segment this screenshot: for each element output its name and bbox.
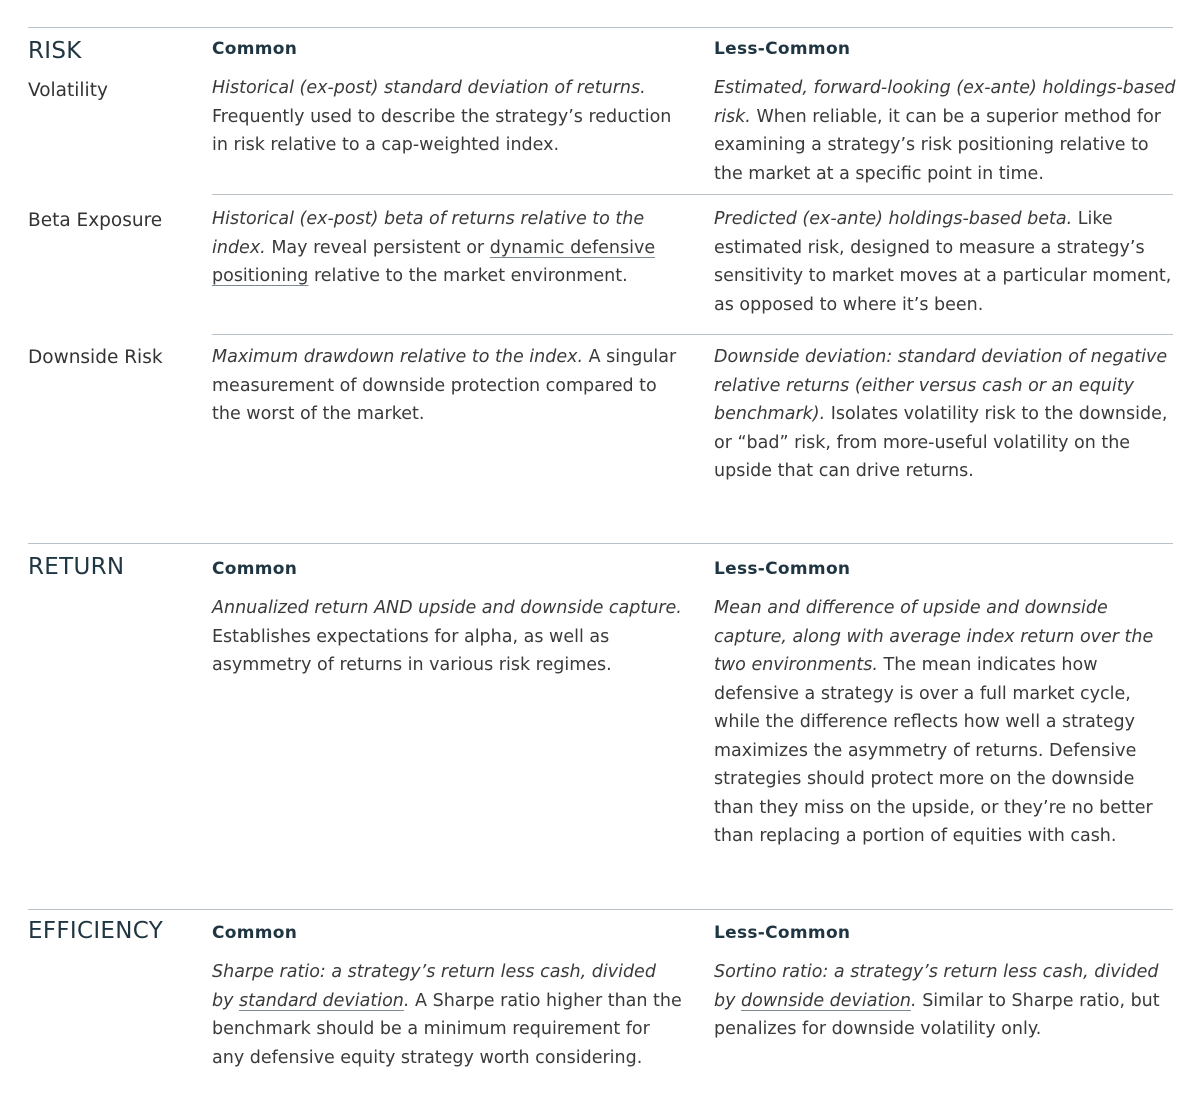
efficiency-section (28, 909, 1173, 1100)
volatility-common-em: Historical (ex-post) standard deviation of returns. (212, 78, 646, 98)
downside-less-em: Downside deviation: standard deviation of negative relative returns (either versus cash or an equity benchmark). (714, 347, 1168, 424)
beta-common-em: Historical (ex-post) beta of returns relative to the index. (212, 209, 645, 258)
downside-less-common (714, 343, 1176, 486)
metric-beta-exposure: Beta Exposure (28, 210, 163, 231)
volatility-less-text: When reliable, it can be a superior method for examining a strategy’s risk positioning relative to the market at a specific point in time. (714, 106, 1161, 184)
return-section-title: RETURN (28, 554, 125, 580)
beta-less-em: Predicted (ex-ante) holdings-based beta. (714, 209, 1073, 229)
row-divider (212, 194, 1173, 195)
dynamic-defensive-positioning-link[interactable]: dynamic defensive positioning (212, 237, 656, 286)
beta-common-text-a: May reveal persistent or (271, 237, 485, 258)
return-less-em: Mean and difference of upside and downside capture, along with average index return over the two environments. (714, 598, 1154, 675)
beta-less-text: Like estimated risk, designed to measure a strategy’s sensitivity to market moves at a particular moment, as opposed to where it’s been. (714, 209, 1172, 315)
return-less-common (714, 594, 1176, 851)
efficiency-common-em-b: . (403, 990, 410, 1011)
return-common-header: Common (212, 559, 298, 579)
efficiency-less-em-a: Sortino ratio: a strategy’s return less cash, divided by (714, 962, 1159, 1011)
volatility-less-em: Estimated, forward-looking (ex-ante) holdings-based risk. (714, 78, 1176, 127)
volatility-less-common (714, 74, 1176, 188)
efficiency-common (212, 958, 682, 1072)
efficiency-common-em-a: Sharpe ratio: a strategy’s return less cash, divided by (212, 962, 656, 1011)
volatility-common (212, 74, 682, 160)
return-common-em: Annualized return AND upside and downside capture. (212, 598, 682, 618)
standard-deviation-link[interactable]: standard deviation (239, 990, 404, 1011)
metric-downside-risk: Downside Risk (28, 347, 163, 368)
return-section (28, 543, 1173, 904)
risk-common-header: Common (212, 39, 298, 59)
row-divider (212, 334, 1173, 335)
return-less-text: The mean indicates how defensive a strategy is over a full market cycle, while the difference reflects how well a strategy maximizes the asymmetry of returns. Defensive strategies should protect more on the downside than they miss on the upside, or they’re no better than replacing a portion of equities with cash. (714, 655, 1153, 846)
efficiency-less-common (714, 958, 1176, 1044)
metric-volatility: Volatility (28, 80, 108, 101)
return-common (212, 594, 682, 680)
beta-less-common (714, 205, 1176, 319)
downside-less-text: Isolates volatility risk to the downside, or “bad” risk, from more-useful volatility on the upside that can drive returns. (714, 404, 1168, 481)
downside-common-text: A singular measurement of downside protection compared to the worst of the market. (212, 347, 677, 424)
efficiency-less-em-b: . (911, 990, 917, 1011)
beta-common-text-b: relative to the market environment. (313, 266, 628, 286)
risk-less-common-header: Less-Common (714, 39, 851, 59)
efficiency-common-header: Common (212, 923, 298, 943)
efficiency-less-common-header: Less-Common (714, 923, 851, 943)
return-less-common-header: Less-Common (714, 559, 851, 579)
efficiency-common-text: A Sharpe ratio higher than the benchmark should be a minimum requirement for any defensive equity strategy worth considering. (212, 990, 682, 1068)
return-common-text: Establishes expectations for alpha, as well as asymmetry of returns in various risk regimes. (212, 626, 612, 675)
efficiency-less-text: Similar to Sharpe ratio, but penalizes for downside volatility only. (714, 990, 1160, 1039)
risk-section-title: RISK (28, 38, 82, 64)
efficiency-section-title: EFFICIENCY (28, 918, 164, 944)
downside-deviation-link[interactable]: downside deviation (741, 990, 912, 1011)
downside-common (212, 343, 682, 429)
downside-common-em: Maximum drawdown relative to the index. (212, 347, 584, 367)
volatility-common-text: Frequently used to describe the strategy’s reduction in risk relative to a cap-weighted index. (212, 106, 672, 155)
beta-common (212, 205, 682, 291)
